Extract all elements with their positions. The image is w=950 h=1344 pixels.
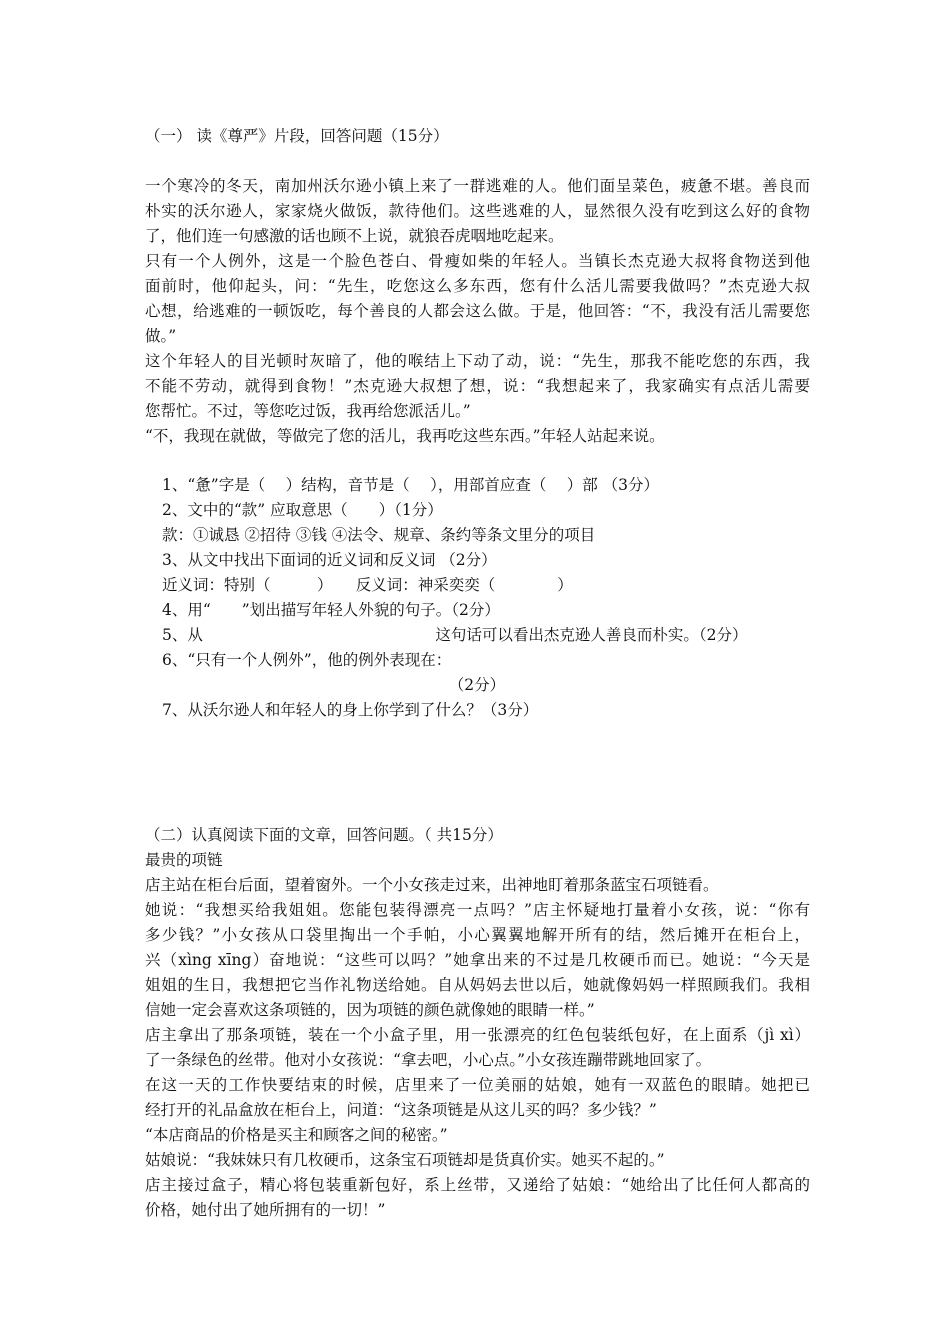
- section2-passage-line: 店主接过盒子，精心将包装重新包好，系上丝带，又递给了姑娘：“她给出了比任何人都高的: [145, 1176, 810, 1194]
- section1-passage-line: 朴实的沃尔逊人，家家烧火做饭，款待他们。这些逃难的人，显然很久没有吃到这么好的食物: [145, 202, 810, 220]
- section2-passage-line: “本店商品的价格是买主和顾客之间的秘密。”: [145, 1126, 448, 1144]
- section2-passage-line: 店主站在柜台后面，望着窗外。一个小女孩走过来，出神地盯着那条蓝宝石项链看。: [145, 876, 719, 894]
- section2-passage-line: 店主拿出了那条项链，装在一个小盒子里，用一张漂亮的红色包装纸包好，在上面系（jì xì）: [145, 1026, 810, 1044]
- section2-passage-line: 姐姐的生日，我想把它当作礼物送给她。自从妈妈去世以后，她就像妈妈一样照顾我们。我相: [145, 976, 810, 994]
- section1-passage-line: 心想，给逃难的一顿饭吃，每个善良的人都会这么做。于是，他回答：“不，我没有活儿需要您: [145, 302, 810, 320]
- section2-title: 最贵的项链: [145, 851, 223, 869]
- section2-passage-line: 兴（xìng xīng）奋地说：“这些可以吗？”她拿出来的不过是几枚硬币而已。她说：“今天是: [145, 951, 810, 969]
- section2-passage-line: 在这一天的工作快要结束的时候，店里来了一位美丽的姑娘，她有一双蓝色的眼睛。她把已: [145, 1076, 810, 1094]
- section2-passage-line: 了一条绿色的丝带。他对小女孩说：“拿去吧，小心点。”小女孩连蹦带跳地回家了。: [145, 1051, 712, 1069]
- question-1: 1、“惫”字是（ ）结构，音节是（ ），用部首应查（ ）部 （3分）: [162, 476, 660, 494]
- section1-passage-line: 面前时，他仰起头，问：“先生，吃您这么多东西，您有什么活儿需要我做吗？”杰克逊大叔: [145, 277, 810, 295]
- section1-passage-line: 这个年轻人的目光顿时灰暗了，他的喉结上下动了动，说：“先生，那我不能吃您的东西，我: [145, 352, 810, 370]
- question-7: 7、从沃尔逊人和年轻人的身上你学到了什么？（3分）: [162, 701, 539, 719]
- question-3: 3、从文中找出下面词的近义词和反义词 （2分）: [162, 551, 497, 569]
- section2-passage-line: 她说：“我想买给我姐姐。您能包装得漂亮一点吗？”店主怀疑地打量着小女孩，说：“你有: [145, 901, 810, 919]
- question-4: 4、用“ ”划出描写年轻人外貌的句子。（2分）: [162, 601, 500, 619]
- section2-passage-line: 价格，她付出了她所拥有的一切！”: [145, 1201, 386, 1219]
- section1-passage-line: 了，他们连一句感激的话也顾不上说，就狼吞虎咽地吃起来。: [145, 227, 564, 245]
- section2-passage-line: 信她一定会喜欢这条项链的，因为项链的颜色就像她的眼睛一样。”: [145, 1001, 595, 1019]
- question-3-words: 近义词：特别（ ） 反义词：神采奕奕（ ）: [162, 576, 573, 594]
- question-5: 5、从 这句话可以看出杰克逊人善良而朴实。（2分）: [162, 626, 748, 644]
- question-6-score: （2分）: [162, 676, 506, 694]
- section2-heading: （二）认真阅读下面的文章，回答问题。（ 共15分）: [145, 826, 503, 844]
- question-2-options: 款：①诚恳 ②招待 ③钱 ④法令、规章、条约等条文里分的项目: [162, 526, 596, 544]
- section1-passage-line: 您帮忙。不过，等您吃过饭，我再给您派活儿。”: [145, 402, 471, 420]
- section1-passage-line: 不能不劳动，就得到食物！”杰克逊大叔想了想，说：“我想起来了，我家确实有点活儿需要: [145, 377, 810, 395]
- section2-passage-line: 经打开的礼品盒放在柜台上，问道：“这条项链是从这儿买的吗？多少钱？”: [145, 1101, 657, 1119]
- section2-passage-line: 多少钱？”小女孩从口袋里掏出一个手帕，小心翼翼地解开所有的结，然后摊开在柜台上，: [145, 926, 810, 944]
- section1-passage-line: 做。”: [145, 327, 177, 345]
- section1-passage-line: 只有一个人例外，这是一个脸色苍白、骨瘦如柴的年轻人。当镇长杰克逊大叔将食物送到他: [145, 252, 810, 270]
- section1-passage-line: 一个寒冷的冬天，南加州沃尔逊小镇上来了一群逃难的人。他们面呈菜色，疲惫不堪。善良而: [145, 177, 810, 195]
- question-2: 2、文中的“款” 应取意思（ ）（1分）: [162, 501, 443, 519]
- section1-heading: （一） 读《尊严》片段，回答问题（15分）: [145, 127, 449, 145]
- section1-passage-line: “不，我现在就做，等做完了您的活儿，我再吃这些东西。”年轻人站起来说。: [145, 427, 665, 445]
- question-6: 6、“只有一个人例外”，他的例外表现在：: [162, 651, 452, 669]
- section2-passage-line: 姑娘说：“我妹妹只有几枚硬币，这条宝石项链却是货真价实。她买不起的。”: [145, 1151, 665, 1169]
